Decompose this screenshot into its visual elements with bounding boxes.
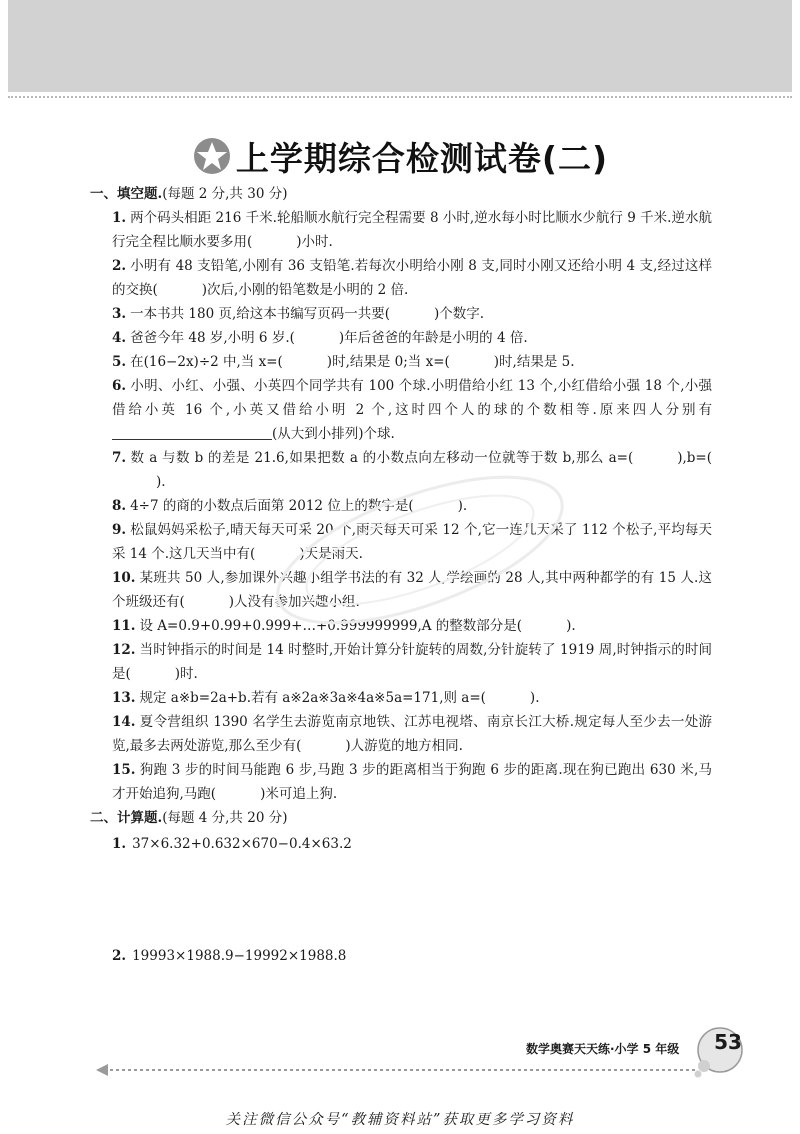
question-text: )天是雨天. xyxy=(299,546,363,562)
question-number: 4. xyxy=(112,330,127,346)
question-text: ). xyxy=(566,618,576,634)
question-text: 松鼠妈妈采松子,晴天每天可采 20 个,雨天每天可采 12 个,它一连几天采了 112 个松子,平均每天采 14 个.这几天当中有( xyxy=(112,522,712,562)
question-text: ). xyxy=(457,498,468,514)
calc-problem-1 xyxy=(112,832,712,944)
question-text: 夏令营组织 1390 名学生去游览南京地铁、江苏电视塔、南京长江大桥.规定每人至少去一处游览,最多去两处游览,那么至少有( xyxy=(112,714,712,754)
question-text: 小明有 48 支铅笔,小刚有 36 支铅笔.若每次小明给小刚 8 支,同时小刚又还给小明 4 支,经过这样的交换( xyxy=(112,258,712,298)
header-divider xyxy=(8,96,792,98)
question-15 xyxy=(112,758,712,806)
question-text: 爸爸今年 48 岁,小明 6 岁.( xyxy=(130,330,295,346)
question-6 xyxy=(112,374,712,446)
question-8 xyxy=(112,494,712,518)
question-text: )小时. xyxy=(296,234,333,250)
question-5 xyxy=(112,350,712,374)
question-text: ). xyxy=(529,690,540,706)
promo-note: 关注微信公众号“教辅资料站”获取更多学习资料 xyxy=(225,1112,575,1128)
question-13 xyxy=(112,686,712,710)
question-text: ),b=( xyxy=(677,450,712,466)
problem-number: 2. xyxy=(112,948,127,964)
question-number: 13. xyxy=(112,690,136,706)
problem-expression: 19993×1988.9−19992×1988.8 xyxy=(132,948,347,964)
question-text: 两个码头相距 216 千米.轮船顺水航行完全程需要 8 小时,逆水每小时比顺水少航行 9 千米.逆水航行完全程比顺水要多用( xyxy=(112,210,712,250)
question-text: 当时钟指示的时间是 14 时整时,开始计算分针旋转的周数,分针旋转了 1919 周,时钟指示的时间是( xyxy=(112,642,712,682)
question-2 xyxy=(112,254,712,302)
question-text: )人没有参加兴趣小组. xyxy=(228,594,360,610)
section-2-heading xyxy=(90,806,712,830)
problem-number: 1. xyxy=(112,836,127,852)
question-11 xyxy=(112,614,712,638)
question-text: 规定 a※b=2a+b.若有 a※2a※3a※4a※5a=171,则 a=( xyxy=(139,690,486,706)
question-number: 8. xyxy=(112,498,127,514)
question-14 xyxy=(112,710,712,758)
question-10 xyxy=(112,566,712,614)
question-text: 在(16−2x)÷2 中,当 x=( xyxy=(130,354,283,370)
question-text: 设 A=0.9+0.99+0.999+…+0.999999999,A 的整数部分是( xyxy=(139,618,523,634)
question-text: )时. xyxy=(174,666,198,682)
question-number: 7. xyxy=(112,450,127,466)
footer-arrow-line xyxy=(96,1062,716,1078)
question-text: 狗跑 3 步的时间马能跑 6 步,马跑 3 步的距离相当于狗跑 6 步的距离.现在狗已跑出 630 米,马才开始追狗,马跑( xyxy=(112,762,712,802)
question-text: )人游览的地方相同. xyxy=(345,738,463,754)
problem-expression: 37×6.32+0.632×670−0.4×63.2 xyxy=(132,836,352,852)
header-band xyxy=(8,0,792,92)
answer-underline xyxy=(112,425,272,440)
section-1-heading xyxy=(90,182,712,206)
question-text: 某班共 50 人,参加课外兴趣小组学书法的有 32 人,学绘画的 28 人,其中两种都学的有 15 人.这个班级还有( xyxy=(112,570,712,610)
question-number: 14. xyxy=(112,714,136,730)
question-text: )年后爸爸的年龄是小明的 4 倍. xyxy=(338,330,528,346)
question-number: 15. xyxy=(112,762,136,778)
question-text: 4÷7 的商的小数点后面第 2012 位上的数字是( xyxy=(130,498,414,514)
question-number: 10. xyxy=(112,570,136,586)
question-text: )时,结果是 0;当 x=( xyxy=(326,354,450,370)
question-1 xyxy=(112,206,712,254)
page-number: 53 xyxy=(714,1030,742,1054)
question-9 xyxy=(112,518,712,566)
book-caption: 数学奥赛天天练·小学 5 年级 xyxy=(526,1042,680,1056)
page-title: 上学期综合检测试卷(二) xyxy=(235,138,609,178)
question-number: 2. xyxy=(112,258,127,274)
title-row xyxy=(0,128,800,184)
section-2-title: 二、计算题. xyxy=(90,810,163,826)
question-text: 一本书共 180 页,给这本书编写页码一共要( xyxy=(130,306,391,322)
star-icon xyxy=(192,136,232,176)
question-text: (从大到小排列)个球. xyxy=(272,426,395,442)
question-4 xyxy=(112,326,712,350)
question-text: )米可追上狗. xyxy=(260,786,338,802)
question-number: 3. xyxy=(112,306,127,322)
calc-problem-2 xyxy=(112,944,712,968)
question-text: )时,结果是 5. xyxy=(493,354,575,370)
question-text: ). xyxy=(156,474,166,490)
question-12 xyxy=(112,638,712,686)
question-text: )次后,小刚的铅笔数是小明的 2 倍. xyxy=(201,282,409,298)
section-1-title: 一、填空题. xyxy=(90,186,163,202)
question-number: 1. xyxy=(112,210,127,226)
question-7 xyxy=(112,446,712,494)
section-2-note: (每题 4 分,共 20 分) xyxy=(162,810,288,826)
question-number: 5. xyxy=(112,354,127,370)
question-number: 12. xyxy=(112,642,136,658)
section-1-note: (每题 2 分,共 30 分) xyxy=(162,186,288,202)
question-text: 数 a 与数 b 的差是 21.6,如果把数 a 的小数点向左移动一位就等于数 b,那么 a=( xyxy=(130,450,634,466)
worksheet-content xyxy=(90,182,712,968)
question-3 xyxy=(112,302,712,326)
question-text: )个数字. xyxy=(434,306,485,322)
question-number: 6. xyxy=(112,378,127,394)
question-number: 11. xyxy=(112,618,136,634)
question-text: 小明、小红、小强、小英四个同学共有 100 个球.小明借给小红 13 个,小红借给小强 18 个,小强借给小英 16 个,小英又借给小明 2 个,这时四个人的球的个数相等.原来四人分别有 xyxy=(112,378,712,418)
question-number: 9. xyxy=(112,522,127,538)
